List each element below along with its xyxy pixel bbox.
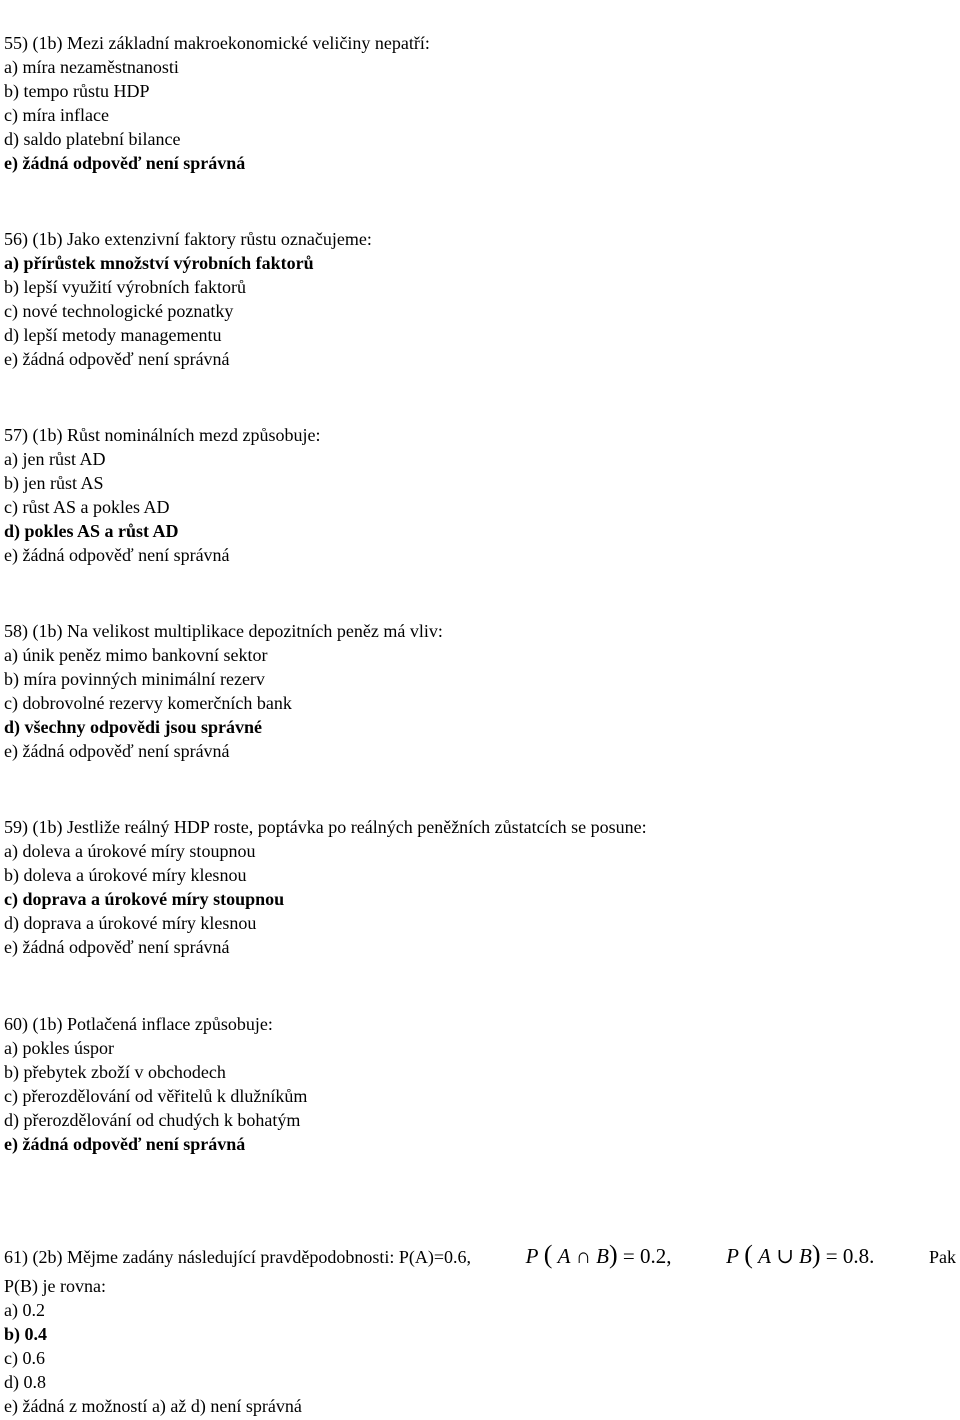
intersection-symbol: ∩ [575, 1244, 591, 1268]
question-stem: 58) (1b) Na velikost multiplikace depozitních peněz má vliv: [4, 621, 443, 641]
question-stem: 59) (1b) Jestliže reálný HDP roste, poptávka po reálných peněžních zůstatcích se posune: [4, 817, 647, 837]
option-c: c) míra inflace [4, 105, 109, 125]
option-b: b) tempo růstu HDP [4, 81, 150, 101]
option-e: e) žádná odpověď není správná [4, 349, 230, 369]
option-b: b) jen růst AS [4, 473, 104, 493]
option-e: e) žádná odpověď není správná [4, 1134, 246, 1154]
option-d: d) doprava a úrokové míry klesnou [4, 913, 257, 933]
union-symbol: ∪ [776, 1244, 794, 1268]
option-d: d) lepší metody managementu [4, 325, 222, 345]
option-e: e) žádná z možností a) až d) není správná [4, 1396, 302, 1416]
question-stem: 57) (1b) Růst nominálních mezd způsobuje: [4, 425, 321, 445]
stem-prefix: 61) (2b) Mějme zadány následující pravděpodobnosti: P(A)=0.6, [4, 1247, 472, 1267]
formula-value: = 0.8. [825, 1244, 875, 1268]
option-d: d) pokles AS a růst AD [4, 521, 179, 541]
formula-left-paren: ( [543, 1240, 553, 1269]
option-d: d) přerozdělování od chudých k bohatým [4, 1110, 301, 1130]
question-56 [4, 227, 956, 371]
question-60 [4, 1012, 956, 1156]
option-b: b) 0.4 [4, 1324, 48, 1344]
question-stem: 60) (1b) Potlačená inflace způsobuje: [4, 1014, 273, 1034]
formula-a: A [758, 1244, 771, 1268]
question-stem: 56) (1b) Jako extenzivní faktory růstu označujeme: [4, 229, 372, 249]
option-a: a) jen růst AD [4, 449, 106, 469]
option-d: d) všechny odpovědi jsou správné [4, 717, 263, 737]
question-stem: 55) (1b) Mezi základní makroekonomické veličiny nepatří: [4, 33, 430, 53]
option-c: c) přerozdělování od věřitelů k dlužníkům [4, 1086, 308, 1106]
formula-union [726, 1238, 874, 1273]
option-e: e) žádná odpověď není správná [4, 545, 230, 565]
question-59 [4, 815, 956, 959]
option-c: c) nové technologické poznatky [4, 301, 234, 321]
option-c: c) 0.6 [4, 1348, 45, 1368]
formula-right-paren: ) [608, 1240, 618, 1269]
option-a: a) doleva a úrokové míry stoupnou [4, 841, 256, 861]
option-b: b) lepší využití výrobních faktorů [4, 277, 246, 297]
question-58 [4, 619, 956, 763]
formula-b: B [799, 1244, 812, 1268]
formula-b: B [596, 1244, 609, 1268]
option-a: a) přírůstek množství výrobních faktorů [4, 253, 314, 273]
option-b: b) přebytek zboží v obchodech [4, 1062, 226, 1082]
formula-right-paren: ) [811, 1240, 821, 1269]
formula-p: P [525, 1244, 539, 1268]
option-a: a) 0.2 [4, 1300, 45, 1320]
question-61 [4, 1238, 956, 1418]
option-b: b) doleva a úrokové míry klesnou [4, 865, 247, 885]
option-c: c) růst AS a pokles AD [4, 497, 170, 517]
option-c: c) doprava a úrokové míry stoupnou [4, 889, 285, 909]
option-a: a) pokles úspor [4, 1038, 114, 1058]
option-e: e) žádná odpověď není správná [4, 937, 230, 957]
stem-suffix: Pak [929, 1247, 956, 1267]
option-c: c) dobrovolné rezervy komerčních bank [4, 693, 292, 713]
formula-value: = 0.2 [622, 1244, 667, 1268]
option-a: a) míra nezaměstnanosti [4, 57, 179, 77]
formula-left-paren: ( [744, 1240, 753, 1269]
option-e: e) žádná odpověď není správná [4, 153, 246, 173]
option-e: e) žádná odpověď není správná [4, 741, 230, 761]
option-d: d) 0.8 [4, 1372, 46, 1392]
question-57 [4, 423, 956, 567]
option-d: d) saldo platební bilance [4, 129, 181, 149]
question-stem [4, 1238, 956, 1272]
option-b: b) míra povinných minimální rezerv [4, 669, 265, 689]
formula-intersection [526, 1238, 672, 1273]
option-a: a) únik peněz mimo bankovní sektor [4, 645, 268, 665]
formula-separator: , [666, 1244, 672, 1268]
question-55 [4, 31, 956, 175]
question-stem-continued: P(B) je rovna: [4, 1276, 106, 1296]
formula-a: A [557, 1244, 571, 1268]
formula-p: P [726, 1244, 739, 1268]
